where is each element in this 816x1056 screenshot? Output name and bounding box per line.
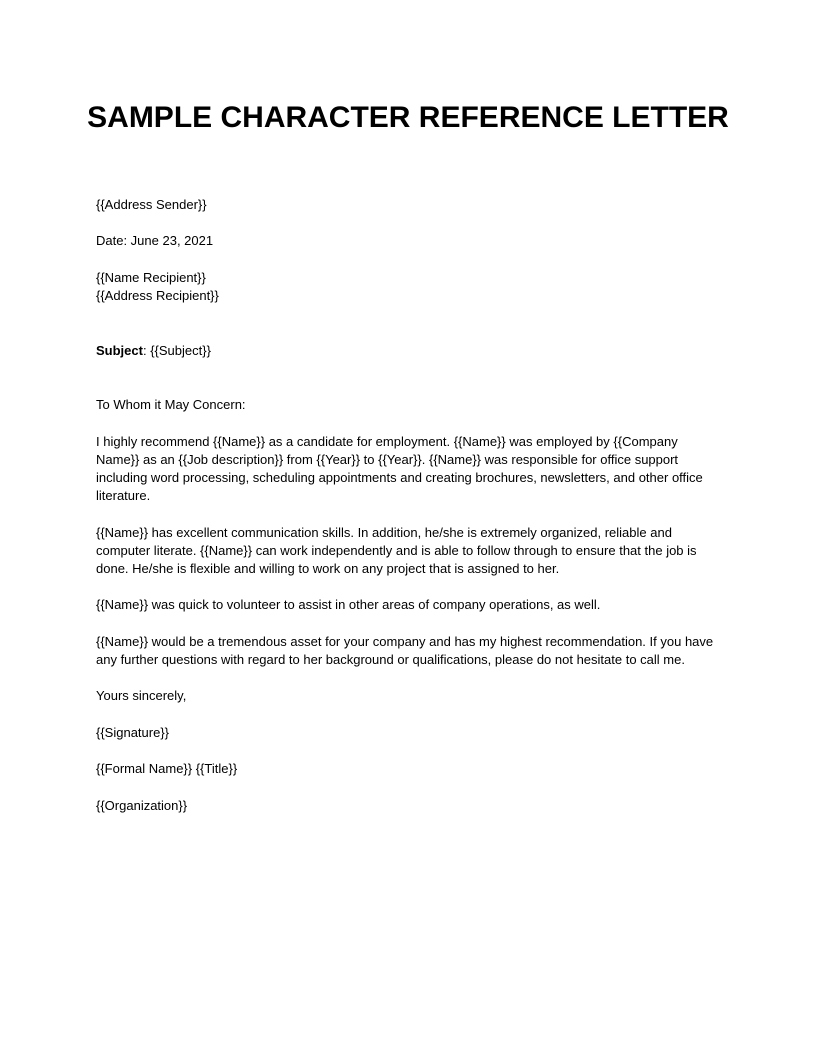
organization-block: [96, 797, 724, 815]
paragraph-2: [96, 524, 724, 579]
letter-date: Date: June 23, 2021: [96, 233, 214, 249]
subject-block: [96, 342, 724, 360]
sender-address: {{Address Sender}}: [96, 197, 207, 212]
closing-block: [96, 687, 724, 705]
subject-value: : {{Subject}}: [142, 342, 211, 358]
document-title: SAMPLE CHARACTER REFERENCE LETTER: [87, 101, 729, 134]
recipient-block: [96, 269, 724, 305]
paragraph-3: [96, 596, 724, 614]
paragraph-text: {{Name}} was quick to volunteer to assist in other areas of company operations, as well.: [96, 597, 601, 613]
recipient-name: {{Name Recipient}}: [96, 269, 206, 285]
salutation-block: [96, 396, 724, 414]
salutation: To Whom it May Concern:: [96, 397, 246, 413]
subject-label: Subject: [96, 342, 143, 358]
sender-address-block: [96, 196, 724, 214]
paragraph-text: {{Name}} would be a tremendous asset for your company and has my highest recommendation. If you have any further questions with regard to her background or qualifications, please do not hesitate to call me.: [96, 633, 714, 667]
date-block: [96, 232, 724, 250]
paragraph-text: {{Name}} has excellent communication skills. In addition, he/she is extremely organized, reliable and computer literate. {{Name}} can work independently and is able to follow through to ensure that the job is done. He/she is flexible and willing to work on any project that is assigned to her.: [96, 524, 697, 576]
signature-block: [96, 724, 724, 742]
formal-name-block: [96, 760, 724, 778]
closing: Yours sincerely,: [96, 688, 187, 704]
subject-line: [96, 342, 724, 360]
formal-name-title: {{Formal Name}} {{Title}}: [96, 761, 238, 777]
paragraph-4: [96, 633, 724, 669]
letter-body: [96, 196, 724, 833]
organization: {{Organization}}: [96, 797, 188, 813]
paragraph-1: [96, 433, 724, 506]
signature-placeholder: {{Signature}}: [96, 724, 170, 740]
recipient-address: {{Address Recipient}}: [96, 287, 219, 303]
paragraph-text: I highly recommend {{Name}} as a candidate for employment. {{Name}} was employed by {{Company Name}} as an {{Job description}} from {{Year}} to {{Year}}. {{Name}} was responsible for office support including word processing, scheduling appointments and creating brochures, newsletters, and other office literature.: [96, 433, 703, 504]
